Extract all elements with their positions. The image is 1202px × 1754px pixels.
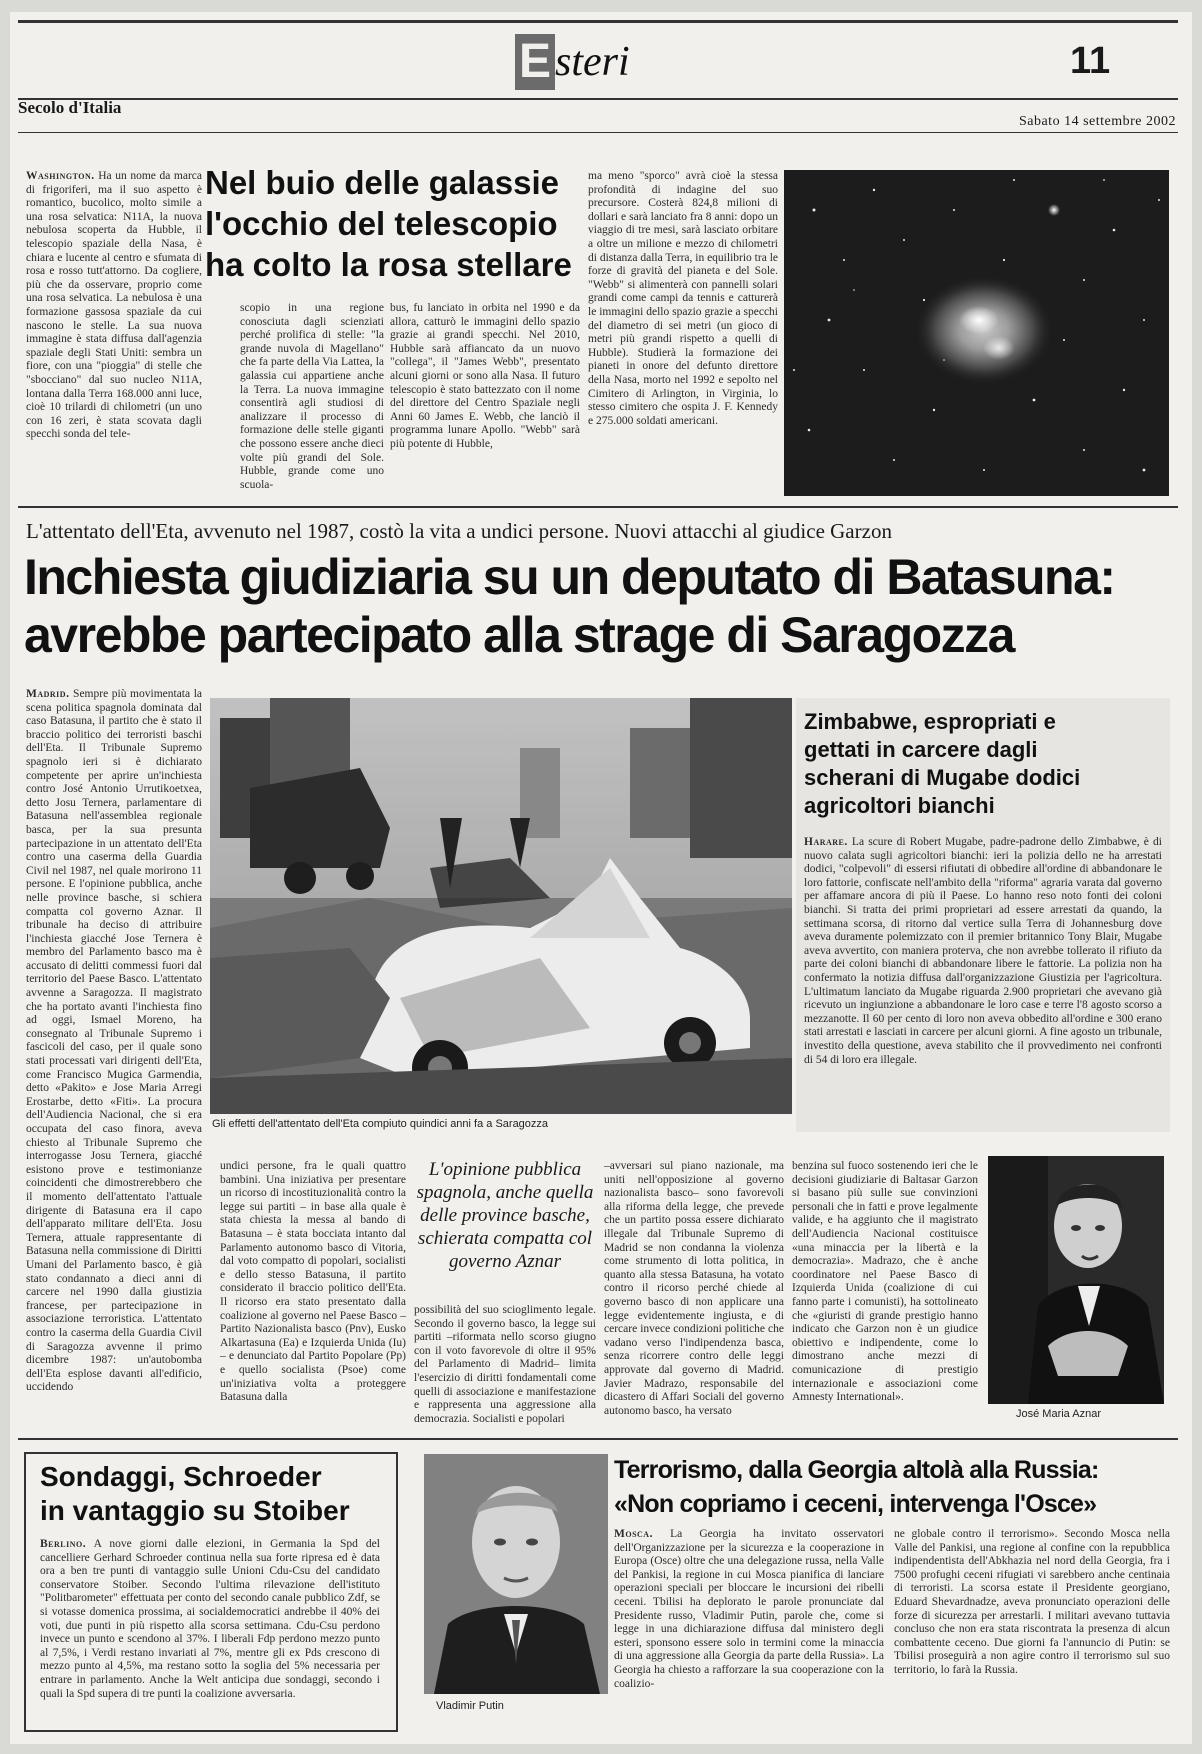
eta-pullquote: L'opinione pubblica spagnola, anche quella delle province basche, schierata compatta col governo Aznar: [416, 1159, 594, 1272]
georgia-headline-line-2: «Non copriamo i ceceni, intervenga l'Osce»: [614, 1490, 1097, 1518]
schroeder-headline-line-1: Sondaggi, Schroeder: [40, 1461, 322, 1492]
galaxy-dateline: Washington.: [26, 170, 95, 182]
georgia-col-2: ne globale contro il terrorismo». Secondo Mosca nella Valle del Pankisi, una regione al confine con la repubblica indipendentista dell'Abkhazia nel nord della Georgia, fra i 7500 profughi ceceni rifugiati vi sarebbero anche centinaia di terroristi. La scorsa estate il Presidente georgiano, Eduard Shevardnadze, aveva pronunciato operazioni delle forze di sicurezza per arrestarli. I militari avevano tuttavia concluso che non era stata riscontrata la presenza di alcun combattente ceceno. Due giorni fa l'annuncio di Putin: se Tbilisi proseguirà a non agire contro il terrorismo sul suo territorio, lo farà la Russia.: [894, 1528, 1170, 1676]
paper-name: Secolo d'Italia: [18, 98, 122, 117]
bomb-photo: [210, 698, 792, 1114]
galaxy-text-1: Ha un nome da marca di frigoriferi, ma il suo aspetto è romantico, bucolico, molto simile a una rosa selvatica: N11A, la nuova nebulosa scoperta da Hubble, il telescopio spaziale della Nasa, è chiara e lucente al centro e sfumata di rosa e rosso tutt'attorno. Da cogliere, più che da osservare, proprio come una rosa selvatica. La nebulosa è una formazione gassosa spaziale da cui nascono le stelle. La sua nuova immagine è stata diffusa dall'agenzia spaziale degli Stati Uniti: sembra un fiore, con una "pioggia" di stelle che "sbocciano" dal suo nucleo N11A, lontana dalla Terra 168.000 anni luce, cioè 10 trilardi di chilometri (un uno con 16 zeri, è stata scovata dagli specchi sonda del tele-: [26, 170, 202, 441]
zimbabwe-dateline: Harare.: [804, 836, 848, 848]
eta-col-1: [26, 688, 202, 1418]
putin-photo-caption: Vladimir Putin: [436, 1700, 504, 1712]
masthead-top-rule: [18, 20, 1178, 23]
galaxy-col-1: [26, 170, 202, 492]
eta-headline-line-2: avrebbe partecipato alla strage di Saragozza: [24, 607, 1014, 663]
zimbabwe-box: [796, 698, 1170, 1132]
aznar-photo: [988, 1156, 1164, 1404]
galaxy-col-4: ma meno "sporco" avrà cioè la stessa profondità di indagine del suo precursore. Costerà 824,8 milioni di dollari e sarà lanciato fra 8 anni: dopo un viaggio di tre mesi, sarà lasciato orbitare a oltre un milione e mezzo di chilometri di distanza dalla Terra, in equilibrio tra le forze di gravità del pianeta e del Sole. "Webb" si alimenterà con pannelli solari grandi come campi da tennis e catturerà le immagini dello spazio grazie a specchi del diametro di sei metri (un gioco di metri più grandi rispetto a quelli di Hubble). Studierà la formazione dei pianeti in onore del defunto direttore della Nasa, morto nel 1992 e sepolto nel Cimitero di Arlington, in Virginia, lo stesso cimitero che ospita J. F. Kennedy e 275.000 soldati americani.: [588, 170, 778, 427]
eta-kicker: L'attentato dell'Eta, avvenuto nel 1987, costò la vita a undici persone. Nuovi attacchi al giudice Garzon: [26, 519, 892, 543]
georgia-text-1: La Georgia ha invitato osservatori dell'Organizzazione per la sicurezza e la cooperazione in Europa (Osce) oltre che una delegazione russa, nella Valle del Pankisi, la regione in cui Mosca pianifica di lanciare operazioni speciali per bloccare le incursioni dei ribelli ceceni. Tbilisi ha deplorato le parole pronunciate dal Presidente russo, Vladimir Putin, parole che, come si legge in una dichiarazione diffusa dal ministero degli esteri, sponsono essere solo in termini come la minaccia di una aggressione alla Georgia da parte della Russia». La Georgia ha chiesto a rafforzare la sua cooperazione con la coalizio-: [614, 1528, 884, 1690]
galaxy-headline: Nel buio delle galassie l'occhio del telescopio ha colto la rosa stellare: [205, 164, 572, 283]
schroeder-body: [40, 1538, 380, 1724]
zimbabwe-text: La scure di Robert Mugabe, padre-padrone dello Zimbabwe, è di nuovo calata sugli agricoltori bianchi: ieri la polizia dello ne ha arrestati dodici, "colpevoli" di essersi rifiutati di obbedire all'ordine di abbandonare le loro fattorie, confiscate nell'ambito della "riforma" agraria varata dal governo per affamare ancora di più il Paese. Lo hanno reso noto fonti dei coloni bianchi. Si tratta dei primi proprietari ad essere arrestati da quando, la settimana scorsa, di ritorno dal vertice sulla Terra di Johannesburg dove aveva duramente polemizzato con il premier britannico Tony Blair, Mugabe aveva avvertito, con maniera proterva, che non avrebbe tollerato il rifiuto da parte dei coloni bianchi di abbandonare libere le fattorie. La polizia non ha confermato la notizia diffusa dall'organizzazione Giustizia per l'agricoltura. L'ultimatum lanciato da Mugabe riguarda 2.900 proprietari che avevano già ricevuto un ingiunzione a abbandonare le loro case e terre l'8 agosto scorso a mezzanotte. Il 60 per cento di loro non aveva obbedito all'ordine e 300 erano stati arrestati e lasciati in carcere per alcuni giorni. A fine agosto un tribunale, investito della questione, aveva stabilito che il provvedimento nei confronti di 54 di loro era illegale.: [804, 836, 1162, 1066]
eta-col-2: undici persone, fra le quali quattro bambini. Una iniziativa per presentare un ricorso di incostituzionalità contro la legge sui partiti – in base alla quale è stata chiesta la messa al bando di Batasuna – è stata bocciata intanto dal Parlamento autonomo basco di Vitoria, dal voto compatto di popolari, socialisti e dello stesso Batasuna, il partito considerato il braccio politico dell'Eta. Il ricorso era stato presentato dalla coalizione al governo nel Paese Basco –Partito Nazionalista basco (Pnv), Eusko Alkartasuna (Ea) e Izquierda Unida (Iu) – e denunciato dal Partito Popolare (Pp) e quello socialista (Psoe) come un'iniziativa volta a proteggere Batasuna dalla: [220, 1160, 406, 1404]
georgia-headline-line-1: Terrorismo, dalla Georgia altolà alla Russia:: [614, 1456, 1099, 1484]
schroeder-box: [24, 1452, 398, 1732]
section-name: steri: [555, 39, 630, 85]
masthead-bottom-rule: [18, 132, 1178, 133]
masthead-mid-rule: [18, 98, 1178, 100]
eta-dateline: Madrid.: [26, 688, 70, 700]
georgia-dateline: Mosca.: [614, 1528, 653, 1540]
newspaper-page: [10, 12, 1192, 1744]
zimbabwe-headline: Zimbabwe, espropriati e gettati in carcere dagli scherani di Mugabe dodici agricoltori bianchi: [804, 709, 1081, 818]
zimbabwe-body: [804, 836, 1162, 1126]
page-number: 11: [1070, 40, 1111, 82]
section-title: [515, 34, 630, 94]
section-initial: E: [515, 34, 555, 90]
aznar-photo-caption: José Maria Aznar: [1016, 1408, 1101, 1420]
lower-divider: [18, 1438, 1178, 1440]
bomb-photo-caption: Gli effetti dell'attentato dell'Eta compiuto quindici anni fa a Saragozza: [212, 1118, 549, 1130]
eta-col-5: benzina sul fuoco sostenendo ieri che le decisioni giudiziarie di Baltasar Garzon si basano più sulle sue convinzioni personali che in fatti e prove legalmente valide, e ha aggiunto che il magistrato dell'Audiencia Nacional costituisce «una minaccia per la libertà e la democrazia». Madrazo, che è anche coordinatore nel Paese Basco di Izquierda Unida (coalizione di cui fanno parte i comunisti), ha sottolineato che «giuristi di grande prestigio hanno indicato che Garzon non è un giudice obiettivo e indipendente, come lo dimostrano anche mezzi di comunicazione di prestigio internazionale e associazioni come Amnesty International».: [792, 1160, 978, 1404]
nebula-photo: [784, 170, 1169, 496]
eta-col-4: –avversari sul piano nazionale, ma uniti nell'opposizione al governo nazionalista basco– sono favorevoli alla riforma della legge, che prevede che un partito possa essere dichiarato illegale dal Tribunale Supremo di Madrid se non condanna la violenza come strumento di lotta politica, in quanto alla stessa Batasuna, ha votato contro il ricorso perché chiede al governo basco di non applicare una legge evidentemente ingiusta, e di cercare invece condizioni politiche che vadano verso l'indipendenza basca, senza ricorrere contro delle leggi approvate dal governo di Madrid. Javier Madrazo, responsabile del dicastero di Affari Sociali del governo autonomo basco, ha versato: [604, 1160, 784, 1417]
section-divider: [18, 506, 1178, 508]
schroeder-headline-line-2: in vantaggio su Stoiber: [40, 1495, 350, 1526]
issue-date: Sabato 14 settembre 2002: [1018, 114, 1176, 129]
galaxy-col-2: scopio in una regione conosciuta dagli scienziati perché prolifica di stelle: "la grande nuvola di Magellano" che fa parte della Via Lattea, la galassia cui appartiene anche la Terra. La nuova immagine consentirà agli studiosi di analizzare il processo di formazione delle stelle giganti che possono essere anche dieci volte più grandi del Sole. Hubble, grande come uno scuola-: [240, 302, 384, 491]
eta-text-1: Sempre più movimentata la scena politica spagnola dominata dal caso Batasuna, il partito che è stato il braccio politico dei terroristi baschi dell'Eta. Il Tribunale Supremo spagnolo ieri si è dichiarato competente per aprire un'inchiesta contro José Antonio Urrutikoetxea, detto Josu Ternera, parlamentare di Batasuna nell'assemblea regionale basca, per la sua presunta partecipazione in un attentato dell'Eta contro una caserma della Guardia Civil nel 1987, nel quale morirono 11 persone. E l'opinione pubblica, anche nelle province basche, si schiera compatta col governo Aznar. Il tribunale ha deciso di attribuire l'inchiesta giacché Jose Ternera è membro del Parlamento basco ma è accusato di delitti commessi fuori dal territorio del Paese Basco. L'attentato avvenne a Saragozza. Il magistrato che ha portato avanti l'inchiesta fino ad oggi, Ismael Moreno, ha consegnato al Tribunale Supremo i fascicoli del caso, per il quale sono stati processati vari dirigenti dell'Eta, come Francisco Mugica Garmendia, detto «Pakito» e Jose Maria Arregi Erostarbe, detto «Fiti». La procura dell'Audiencia Nacional, che si era occupata del caso finora, aveva chiesto al Tribunale Supremo che interrogasse Josu Ternera, giacché esistono prove e testimonianze coincidenti che dimostrerebbero che il momento dell'attentato l'attuale dirigente di Batasuna era il capo dell'apparato militare dell'Eta. Josu Ternera, attuale rappresentante di Batasuna nella commissione di Diritti Umani del Parlamento basco, è già stato condannato a dieci anni di carcere nel 1990 dalla giustizia francese, per partecipazione in associazione terroristica. L'attentato contro la caserma della Guardia Civil di Saragozza avvenne il primo dicembre 1987: un'autobomba dell'Eta esplose davanti all'edificio, uccidendo: [26, 688, 202, 1394]
schroeder-text: A nove giorni dalle elezioni, in Germania la Spd del cancelliere Gerhard Schroeder continua nella sua forte ripresa ed è data ora a ben tre punti di vantaggio sulle Unioni Cdu-Csu del candidato conservatore Stoiber. Secondo l'ultima rilevazione dell'istituto "Politbarometer" effettuata per conto del secondo canale pubblico Zdf, se si votasse domenica prossima, ai socialdemocratici andrebbe il 40% dei voti, due punti in più rispetto alla scorsa settimana. Cdu-Csu perdono invece un punto e scendono al 37%. I liberali Fdp perdono mezzo punto al 7,5%, i Verdi restano invariati al 7%, mentre gli ex Pds crescono di mezzo punto al 4,5%, ma restano sotto la soglia del 5% necessaria per entrare in parlamento. Anche la Welt anticipa due sondaggi, secondo i quali la Spd supera di tre punti la coalizione avversaria.: [40, 1538, 380, 1700]
putin-photo: [424, 1454, 608, 1694]
galaxy-col-3: bus, fu lanciato in orbita nel 1990 e da allora, catturò le immagini dello spazio grazie ai grandi specchi. Nel 2010, Hubble sarà affiancato da un nuovo "collega", il "James Webb", presentato alcuni giorni or sono alla Nasa. Il futuro telescopio è stato battezzato con il nome del direttore del Centro Spaziale negli Anni 60 James E. Webb, che lanciò il programma lunare Apollo. "Webb" sarà più potente di Hubble,: [390, 302, 580, 450]
schroeder-dateline: Berlino.: [40, 1538, 87, 1550]
eta-col-3: possibilità del suo scioglimento legale. Secondo il governo basco, la legge sui partiti –riformata nello scorso giugno con il voto favorevole di oltre il 95% del Parlamento di Madrid– limita l'esercizio di diritti fondamentali come quelli di associazione e manifestazione e rappresenta una aggressione alla democrazia. Socialisti e popolari: [414, 1304, 596, 1425]
georgia-col-1: [614, 1528, 884, 1728]
eta-headline-line-1: Inchiesta giudiziaria su un deputato di Batasuna:: [24, 549, 1115, 605]
